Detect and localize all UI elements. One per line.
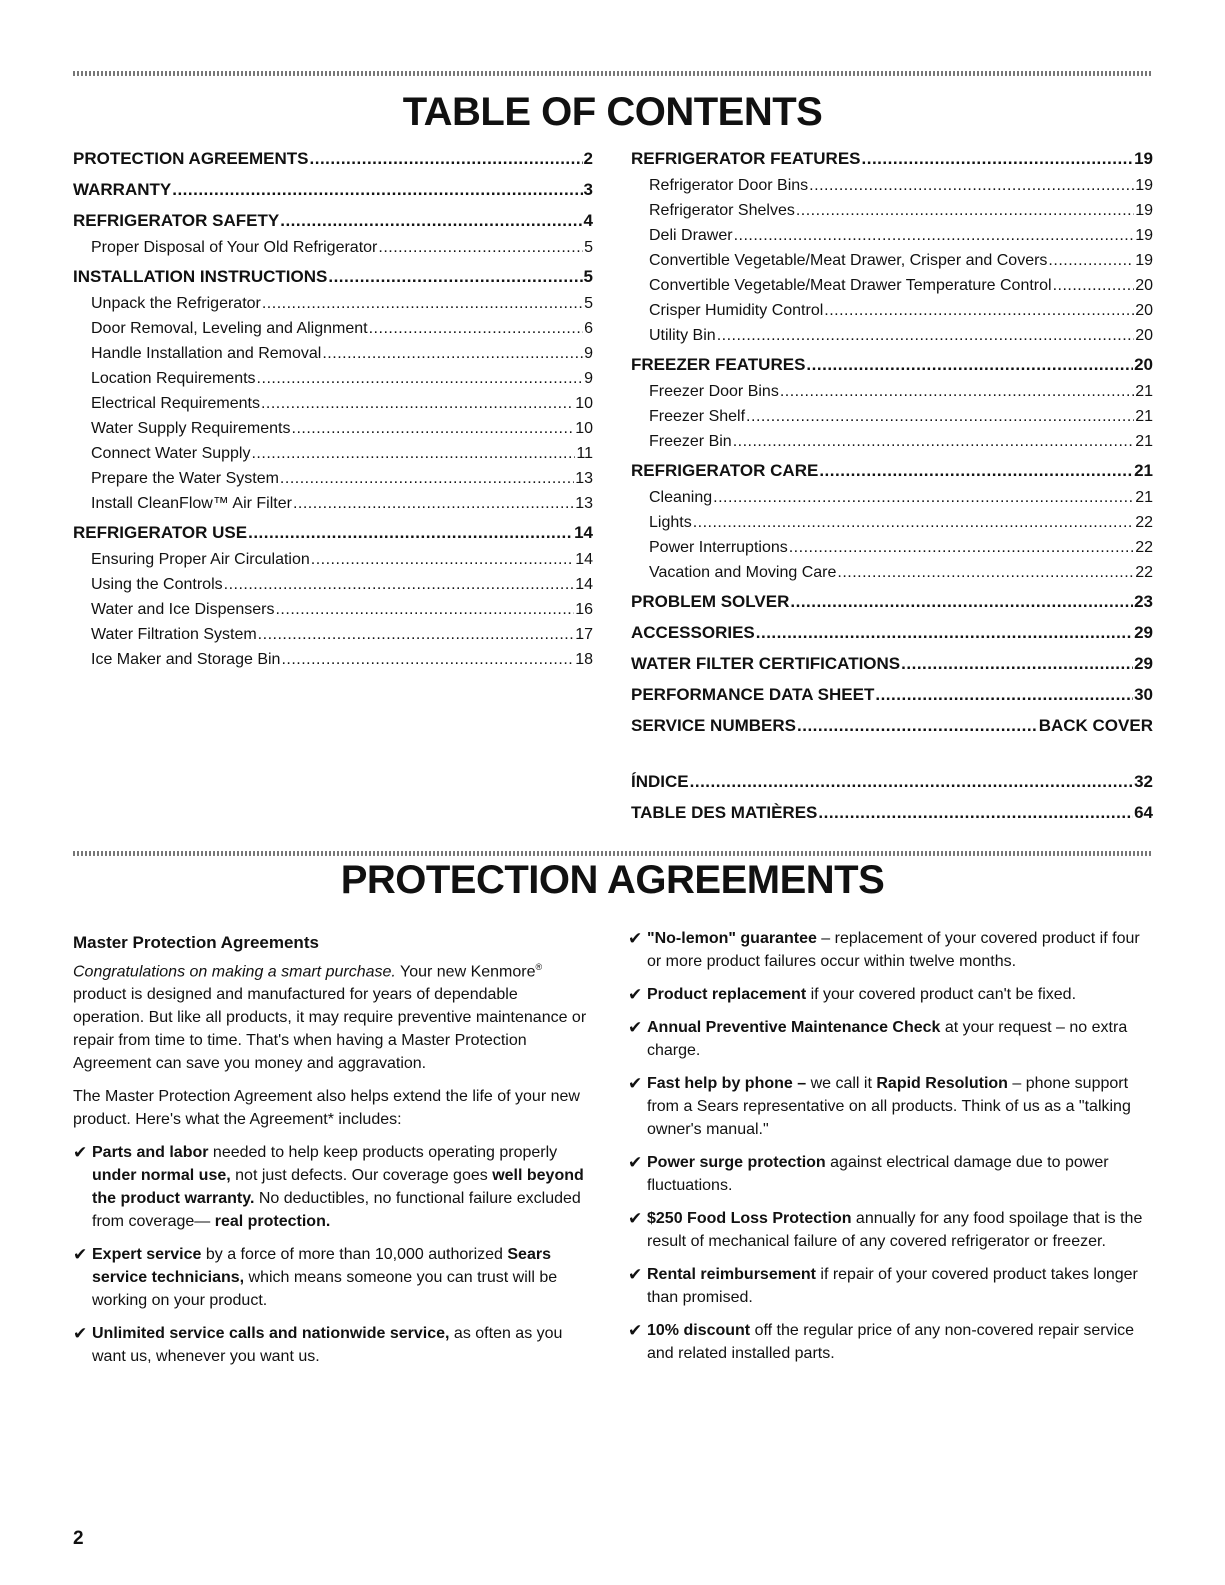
benefit-emphasis: $250 Food Loss Protection bbox=[647, 1210, 852, 1227]
toc-entry-page: 29 bbox=[1134, 623, 1153, 642]
checkmark-icon: ✔ bbox=[628, 1074, 643, 1093]
benefit-text: which means someone you can trust will be working on your product. bbox=[92, 1269, 558, 1310]
benefit-text: No deductibles, no functional failure excluded from coverage— bbox=[92, 1190, 581, 1231]
benefit-text: – replacement of your covered product if four or more product failures occur within twelve months. bbox=[647, 930, 1140, 970]
toc-subsection-entry bbox=[631, 560, 1153, 585]
benefit-emphasis: under normal use, bbox=[92, 1167, 231, 1185]
benefit-item bbox=[628, 1207, 1150, 1253]
toc-leader-dots bbox=[281, 647, 574, 672]
toc-entry-title: Water and Ice Dispensers bbox=[91, 601, 275, 618]
toc-subsection-entry bbox=[73, 341, 593, 366]
toc-leader-dots bbox=[780, 379, 1134, 404]
toc-entry-page: 19 bbox=[1135, 177, 1153, 194]
toc-leader-dots bbox=[901, 650, 1133, 678]
toc-leader-dots bbox=[806, 351, 1133, 379]
benefit-item bbox=[73, 1243, 593, 1312]
toc-leader-dots bbox=[251, 441, 575, 466]
toc-entry-title: Connect Water Supply bbox=[91, 445, 251, 462]
toc-entry-title: Prepare the Water System bbox=[91, 470, 279, 487]
benefit-text: annually for any food spoilage that is the result of mechanical failure of any covered refrigerator or freezer. bbox=[647, 1210, 1143, 1250]
toc-entry-title: Refrigerator Door Bins bbox=[649, 177, 809, 194]
toc-entry-page: 19 bbox=[1135, 202, 1153, 219]
toc-subsection-entry bbox=[73, 235, 593, 260]
intro-paragraph bbox=[73, 956, 593, 1075]
toc-section-entry bbox=[73, 519, 593, 547]
toc-entry-title: Water Supply Requirements bbox=[91, 420, 291, 437]
toc-entry-page: 9 bbox=[584, 370, 593, 387]
toc-section-entry bbox=[73, 263, 593, 291]
toc-entry-title: Proper Disposal of Your Old Refrigerator bbox=[91, 239, 378, 256]
toc-entry-page: 14 bbox=[575, 576, 593, 593]
toc-section-entry bbox=[631, 145, 1153, 173]
toc-entry-page: 5 bbox=[584, 295, 593, 312]
toc-section-entry bbox=[631, 681, 1153, 709]
toc-leader-dots bbox=[328, 263, 582, 291]
toc-leader-dots bbox=[292, 416, 575, 441]
toc-entry-page: 30 bbox=[1134, 685, 1153, 704]
toc-spacer bbox=[631, 740, 1153, 768]
toc-entry-page: 14 bbox=[575, 551, 593, 568]
toc-subsection-entry bbox=[73, 572, 593, 597]
toc-entry-page: 20 bbox=[1135, 327, 1153, 344]
protection-title: PROTECTION AGREEMENTS bbox=[340, 858, 885, 902]
intro-text-1: Your new Kenmore bbox=[395, 963, 536, 981]
toc-entry-page: 13 bbox=[575, 470, 593, 487]
toc-entry-title: REFRIGERATOR USE bbox=[73, 523, 248, 542]
benefit-emphasis: real protection. bbox=[214, 1213, 331, 1231]
benefit-emphasis: Annual Preventive Maintenance Check bbox=[647, 1019, 941, 1036]
benefit-emphasis: Fast help by phone – bbox=[647, 1075, 811, 1092]
benefit-emphasis: Sears service technicians, bbox=[92, 1246, 551, 1287]
benefit-emphasis: Rental reimbursement bbox=[647, 1266, 816, 1283]
checkmark-icon: ✔ bbox=[73, 1324, 88, 1344]
toc-entry-page: 4 bbox=[583, 211, 593, 230]
toc-entry-page: 9 bbox=[584, 345, 593, 362]
toc-leader-dots bbox=[819, 457, 1133, 485]
benefit-item bbox=[628, 927, 1150, 973]
toc-subsection-entry bbox=[73, 291, 593, 316]
benefit-text: against electrical damage due to power fluctuations. bbox=[647, 1154, 1109, 1194]
toc-entry-title: Crisper Humidity Control bbox=[649, 302, 824, 319]
toc-entry-title: Electrical Requirements bbox=[91, 395, 260, 412]
toc-leader-dots bbox=[824, 298, 1134, 323]
toc-leader-dots bbox=[322, 341, 583, 366]
toc-entry-page: 23 bbox=[1134, 592, 1153, 611]
checkmark-icon: ✔ bbox=[628, 985, 643, 1004]
benefit-text: not just defects. Our coverage goes bbox=[230, 1167, 493, 1185]
toc-entry-page: 21 bbox=[1135, 433, 1153, 450]
benefit-emphasis: "No-lemon" guarantee bbox=[647, 930, 817, 947]
benefit-item bbox=[628, 1263, 1150, 1309]
toc-section-entry bbox=[631, 799, 1153, 827]
toc-entry-title: Handle Installation and Removal bbox=[91, 345, 322, 362]
toc-entry-title: Ice Maker and Storage Bin bbox=[91, 651, 281, 668]
toc-entry-page: 29 bbox=[1134, 654, 1153, 673]
toc-entry-page: 11 bbox=[576, 445, 593, 462]
benefit-text: if your covered product can't be fixed. bbox=[806, 986, 1077, 1003]
toc-section-entry bbox=[631, 351, 1153, 379]
toc-subsection-entry bbox=[631, 173, 1153, 198]
toc-entry-title: Convertible Vegetable/Meat Drawer Temperature Control bbox=[649, 277, 1052, 294]
toc-entry-page: 19 bbox=[1134, 149, 1153, 168]
toc-entry-page: 22 bbox=[1135, 564, 1153, 581]
toc-entry-page: 19 bbox=[1135, 227, 1153, 244]
toc-subsection-entry bbox=[73, 547, 593, 572]
toc-leader-dots bbox=[257, 366, 584, 391]
toc-entry-title: WATER FILTER CERTIFICATIONS bbox=[631, 654, 901, 673]
toc-entry-page: 20 bbox=[1134, 355, 1153, 374]
toc-section-entry bbox=[631, 712, 1153, 740]
toc-entry-title: Door Removal, Leveling and Alignment bbox=[91, 320, 368, 337]
benefit-item bbox=[73, 1141, 593, 1233]
checkmark-icon: ✔ bbox=[73, 1245, 88, 1265]
toc-entry-page: 20 bbox=[1135, 302, 1153, 319]
toc-entry-title: Water Filtration System bbox=[91, 626, 257, 643]
toc-entry-title: PROBLEM SOLVER bbox=[631, 592, 790, 611]
toc-subsection-entry bbox=[631, 535, 1153, 560]
toc-entry-page: 64 bbox=[1134, 803, 1153, 822]
toc-leader-dots bbox=[818, 799, 1133, 827]
toc-entry-title: Cleaning bbox=[649, 489, 713, 506]
toc-entry-page: 20 bbox=[1135, 277, 1153, 294]
toc-leader-dots bbox=[311, 547, 574, 572]
toc-entry-page: 5 bbox=[583, 267, 593, 286]
toc-subsection-entry bbox=[631, 404, 1153, 429]
toc-leader-dots bbox=[713, 485, 1134, 510]
benefit-emphasis: Power surge protection bbox=[647, 1154, 826, 1171]
toc-section-entry bbox=[631, 619, 1153, 647]
toc-leader-dots bbox=[293, 491, 574, 516]
toc-entry-title: REFRIGERATOR FEATURES bbox=[631, 149, 861, 168]
toc-section-entry bbox=[631, 457, 1153, 485]
toc-entry-page: 13 bbox=[575, 495, 593, 512]
toc-leader-dots bbox=[280, 207, 582, 235]
toc-entry-title: ACCESSORIES bbox=[631, 623, 755, 642]
page-number: 2 bbox=[73, 1528, 84, 1549]
toc-leader-dots bbox=[224, 572, 575, 597]
toc-subsection-entry bbox=[73, 466, 593, 491]
benefit-text: – phone support from a Sears representative on all products. Think of us as a "talking owner's manual." bbox=[647, 1075, 1131, 1138]
checkmark-icon: ✔ bbox=[73, 1143, 88, 1163]
benefit-text: by a force of more than 10,000 authorized bbox=[201, 1246, 508, 1264]
toc-entry-title: WARRANTY bbox=[73, 180, 172, 199]
benefit-item bbox=[628, 1016, 1150, 1062]
left-bullet-list bbox=[73, 1141, 593, 1368]
toc-entry-title: Location Requirements bbox=[91, 370, 256, 387]
toc-entry-title: ÍNDICE bbox=[631, 772, 689, 791]
toc-entry-page: 21 bbox=[1135, 489, 1153, 506]
toc-subsection-entry bbox=[631, 323, 1153, 348]
toc-leader-dots bbox=[310, 145, 583, 173]
master-protection-heading: Master Protection Agreements bbox=[73, 933, 319, 952]
toc-leader-dots bbox=[258, 622, 575, 647]
toc-leader-dots bbox=[789, 535, 1134, 560]
toc-leader-dots bbox=[790, 588, 1133, 616]
toc-subsection-entry bbox=[73, 647, 593, 672]
toc-entry-page: 6 bbox=[584, 320, 593, 337]
benefit-item bbox=[628, 983, 1150, 1006]
toc-entry-title: Freezer Door Bins bbox=[649, 383, 779, 400]
toc-subsection-entry bbox=[631, 429, 1153, 454]
benefit-text: needed to help keep products operating properly bbox=[208, 1144, 558, 1162]
toc-entry-page: 3 bbox=[583, 180, 593, 199]
toc-leader-dots bbox=[378, 235, 583, 260]
toc-leader-dots bbox=[717, 323, 1135, 348]
toc-entry-page: 17 bbox=[575, 626, 593, 643]
toc-leader-dots bbox=[248, 519, 573, 547]
toc-subsection-entry bbox=[631, 273, 1153, 298]
toc-subsection-entry bbox=[73, 366, 593, 391]
right-bullet-list bbox=[628, 927, 1150, 1365]
toc-entry-title: Unpack the Refrigerator bbox=[91, 295, 261, 312]
benefit-emphasis: Expert service bbox=[92, 1246, 202, 1264]
checkmark-icon: ✔ bbox=[628, 1018, 643, 1037]
benefit-text: off the regular price of any non-covered repair service and related installed parts. bbox=[647, 1322, 1135, 1362]
toc-subsection-entry bbox=[631, 248, 1153, 273]
toc-leader-dots bbox=[796, 198, 1134, 223]
toc-section-entry bbox=[73, 145, 593, 173]
checkmark-icon: ✔ bbox=[628, 1265, 643, 1284]
toc-left-column bbox=[73, 145, 593, 672]
toc-language-index bbox=[631, 768, 1153, 827]
toc-right-column bbox=[631, 145, 1153, 827]
toc-subsection-entry bbox=[631, 198, 1153, 223]
benefit-text: at your request – no extra charge. bbox=[647, 1019, 1128, 1059]
toc-entry-page: 19 bbox=[1135, 252, 1153, 269]
toc-entry-title: INSTALLATION INSTRUCTIONS bbox=[73, 267, 328, 286]
toc-leader-dots bbox=[261, 391, 574, 416]
toc-entry-page: BACK COVER bbox=[1038, 716, 1153, 735]
protection-right-column bbox=[628, 927, 1150, 1375]
toc-leader-dots bbox=[369, 316, 583, 341]
toc-entry-page: 21 bbox=[1135, 383, 1153, 400]
toc-entry-page: 22 bbox=[1135, 539, 1153, 556]
section-divider bbox=[73, 851, 1153, 856]
toc-entry-page: 21 bbox=[1134, 461, 1153, 480]
toc-leader-dots bbox=[262, 291, 583, 316]
toc-leader-dots bbox=[172, 176, 582, 204]
toc-entry-page: 5 bbox=[584, 239, 593, 256]
toc-subsection-entry bbox=[73, 491, 593, 516]
benefit-emphasis: well beyond the product warranty. bbox=[92, 1167, 584, 1208]
toc-section-entry bbox=[631, 768, 1153, 796]
toc-leader-dots bbox=[690, 768, 1133, 796]
benefit-emphasis: Unlimited service calls and nationwide service, bbox=[92, 1325, 450, 1343]
toc-leader-dots bbox=[797, 712, 1038, 740]
toc-subsection-entry bbox=[73, 441, 593, 466]
top-divider bbox=[73, 71, 1153, 76]
toc-section-entry bbox=[631, 650, 1153, 678]
toc-leader-dots bbox=[746, 404, 1134, 429]
toc-subsection-entry bbox=[73, 416, 593, 441]
toc-subsection-entry bbox=[631, 485, 1153, 510]
toc-entry-title: REFRIGERATOR SAFETY bbox=[73, 211, 280, 230]
toc-entry-page: 10 bbox=[575, 395, 593, 412]
toc-entry-title: Lights bbox=[649, 514, 692, 531]
toc-leader-dots bbox=[756, 619, 1133, 647]
toc-leader-dots bbox=[809, 173, 1134, 198]
toc-leader-dots bbox=[275, 597, 574, 622]
toc-entry-page: 21 bbox=[1135, 408, 1153, 425]
toc-leader-dots bbox=[733, 429, 1135, 454]
toc-leader-dots bbox=[734, 223, 1135, 248]
toc-subsection-entry bbox=[73, 597, 593, 622]
checkmark-icon: ✔ bbox=[628, 1153, 643, 1172]
toc-entry-page: 32 bbox=[1134, 772, 1153, 791]
toc-entry-title: Freezer Shelf bbox=[649, 408, 746, 425]
toc-subsection-entry bbox=[631, 379, 1153, 404]
toc-entry-title: Using the Controls bbox=[91, 576, 223, 593]
toc-title: TABLE OF CONTENTS bbox=[402, 90, 823, 134]
toc-entry-page: 10 bbox=[575, 420, 593, 437]
toc-entry-page: 2 bbox=[583, 149, 593, 168]
toc-section-entry bbox=[73, 176, 593, 204]
benefit-item bbox=[628, 1151, 1150, 1197]
registered-mark: ® bbox=[535, 962, 543, 972]
toc-subsection-entry bbox=[631, 298, 1153, 323]
intro-text-2: product is designed and manufactured for years of dependable operation. But like all products, it may require preventive maintenance or repair from time to time. That's when having a Master Protection Agreement can save you money and aggravation. bbox=[73, 986, 587, 1073]
toc-section-entry bbox=[73, 207, 593, 235]
toc-subsection-entry bbox=[73, 391, 593, 416]
toc-leader-dots bbox=[693, 510, 1135, 535]
benefit-text: we call it bbox=[810, 1075, 877, 1092]
toc-entry-title: Utility Bin bbox=[649, 327, 716, 344]
protection-left-column bbox=[73, 927, 593, 1378]
checkmark-icon: ✔ bbox=[628, 1209, 643, 1228]
toc-leader-dots bbox=[862, 145, 1134, 173]
benefit-emphasis: Parts and labor bbox=[92, 1144, 209, 1162]
benefit-emphasis: Product replacement bbox=[647, 986, 807, 1003]
benefit-item bbox=[628, 1072, 1150, 1141]
toc-entry-title: TABLE DES MATIÈRES bbox=[631, 803, 818, 822]
benefit-emphasis: 10% discount bbox=[647, 1322, 751, 1339]
toc-leader-dots bbox=[280, 466, 574, 491]
toc-entry-title: Freezer Bin bbox=[649, 433, 732, 450]
benefit-text: as often as you want us, whenever you want us. bbox=[92, 1325, 563, 1366]
toc-entry-title: FREEZER FEATURES bbox=[631, 355, 806, 374]
benefit-item bbox=[73, 1322, 593, 1368]
intro-italic: Congratulations on making a smart purchase. bbox=[73, 963, 396, 981]
toc-leader-dots bbox=[1048, 248, 1134, 273]
toc-subsection-entry bbox=[73, 622, 593, 647]
toc-entry-page: 22 bbox=[1135, 514, 1153, 531]
toc-entry-page: 14 bbox=[574, 523, 593, 542]
toc-entry-title: Power Interruptions bbox=[649, 539, 788, 556]
toc-entry-page: 18 bbox=[575, 651, 593, 668]
toc-entry-title: PROTECTION AGREEMENTS bbox=[73, 149, 309, 168]
toc-subsection-entry bbox=[631, 510, 1153, 535]
toc-subsection-entry bbox=[73, 316, 593, 341]
agreement-paragraph: The Master Protection Agreement also helps extend the life of your new product. Here's what the Agreement* includes: bbox=[73, 1088, 580, 1129]
toc-entry-title: Deli Drawer bbox=[649, 227, 733, 244]
benefit-text: if repair of your covered product takes longer than promised. bbox=[647, 1266, 1138, 1306]
toc-leader-dots bbox=[1053, 273, 1135, 298]
toc-section-entry bbox=[631, 588, 1153, 616]
checkmark-icon: ✔ bbox=[628, 1321, 643, 1340]
toc-subsection-entry bbox=[631, 223, 1153, 248]
toc-entry-title: PERFORMANCE DATA SHEET bbox=[631, 685, 875, 704]
toc-entry-title: Refrigerator Shelves bbox=[649, 202, 795, 219]
benefit-item bbox=[628, 1319, 1150, 1365]
toc-entry-page: 16 bbox=[575, 601, 593, 618]
toc-entry-title: SERVICE NUMBERS bbox=[631, 716, 796, 735]
checkmark-icon: ✔ bbox=[628, 929, 643, 948]
benefit-emphasis: Rapid Resolution bbox=[876, 1075, 1008, 1092]
toc-entry-title: REFRIGERATOR CARE bbox=[631, 461, 819, 480]
toc-entry-title: Convertible Vegetable/Meat Drawer, Crisper and Covers bbox=[649, 252, 1048, 269]
toc-entry-title: Ensuring Proper Air Circulation bbox=[91, 551, 310, 568]
toc-entry-title: Install CleanFlow™ Air Filter bbox=[91, 495, 292, 512]
toc-entry-title: Vacation and Moving Care bbox=[649, 564, 837, 581]
toc-leader-dots bbox=[837, 560, 1134, 585]
toc-leader-dots bbox=[875, 681, 1133, 709]
